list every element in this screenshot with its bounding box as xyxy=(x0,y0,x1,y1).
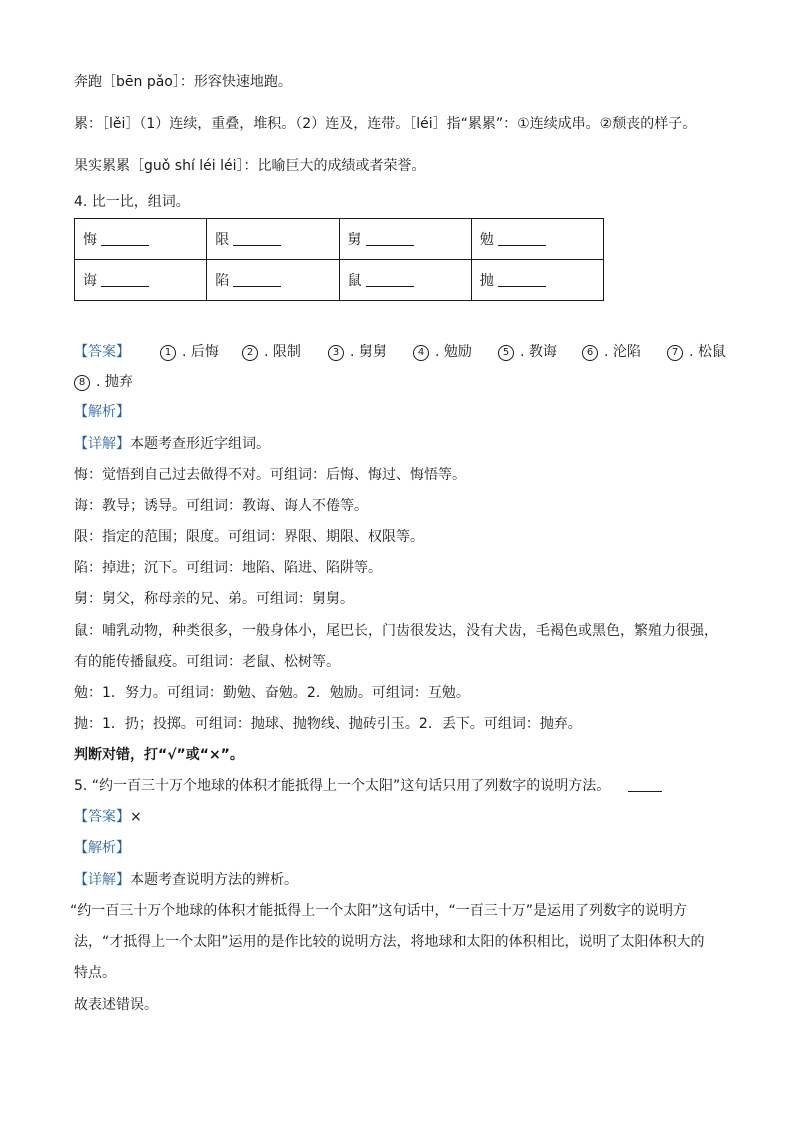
answer-text: . 抛弃 xyxy=(96,374,133,390)
table-cell xyxy=(471,219,603,260)
answer-blank xyxy=(498,272,546,287)
section-heading: 判断对错，打“√”或“×”。 xyxy=(74,747,244,763)
answer-item xyxy=(160,341,219,361)
cell-char: 陷 xyxy=(215,273,230,289)
table-row xyxy=(75,260,604,301)
detail-label: 【详解】 xyxy=(74,872,130,888)
table-cell xyxy=(75,219,207,260)
circled-number: 1 xyxy=(160,345,176,361)
circled-number: 8 xyxy=(74,375,90,391)
cell-char: 抛 xyxy=(479,273,494,289)
word-compare-table xyxy=(74,218,604,301)
analysis-line: 法，“才抵得上一个太阳”运用的是作比较的说明方法，将地球和太阳的体积相比，说明了太阳体积大的 xyxy=(74,934,705,950)
answer-text: . 舅舅 xyxy=(350,344,387,360)
table-cell xyxy=(339,219,471,260)
answer-label: 【答案】 xyxy=(74,344,130,360)
answer-blank xyxy=(498,231,546,246)
detail-label: 【详解】 xyxy=(74,436,130,452)
answer-item xyxy=(74,372,133,392)
analysis-line: 鼠：哺乳动物，种类很多，一般身体小，尾巴长，门齿很发达，没有犬齿，毛褐色或黑色，繁殖力很强， xyxy=(74,623,718,639)
cell-char: 鼠 xyxy=(347,273,362,289)
analysis-line: 陷：掉进；沉下。可组词：地陷、陷进、陷阱等。 xyxy=(74,560,382,576)
analysis-line: 勉：1．努力。可组词：勤勉、奋勉。2．勉励。可组词：互勉。 xyxy=(74,685,470,701)
analysis-line: 舅：舅父，称母亲的兄、弟。可组词：舅舅。 xyxy=(74,591,354,607)
table-row xyxy=(75,219,604,260)
answer-text: . 教诲 xyxy=(520,344,557,360)
cell-char: 限 xyxy=(215,232,230,248)
circled-number: 3 xyxy=(328,345,344,361)
answer-4-line xyxy=(74,341,724,361)
circled-number: 2 xyxy=(242,345,258,361)
answer-text: . 沦陷 xyxy=(604,344,641,360)
answer-blank xyxy=(366,272,414,287)
cell-char: 悔 xyxy=(83,232,97,248)
answer-item xyxy=(582,341,641,361)
answer-text: × xyxy=(130,809,142,825)
analysis-line: 抛：1．扔；投掷。可组词：抛球、抛物线、抛砖引玉。2．丢下。可组词：抛弃。 xyxy=(74,716,582,732)
analysis-label: 【解析】 xyxy=(74,404,130,420)
circled-number: 7 xyxy=(667,345,683,361)
answer-5-line xyxy=(74,807,142,827)
answer-item xyxy=(498,341,557,361)
answer-text: . 松鼠 xyxy=(689,344,726,360)
analysis-line: 故表述错误。 xyxy=(74,997,158,1013)
detail-line xyxy=(74,870,298,890)
detail-line xyxy=(74,434,270,454)
answer-item xyxy=(667,341,726,361)
cell-char: 勉 xyxy=(479,232,494,248)
circled-number: 5 xyxy=(498,345,514,361)
answer-blank xyxy=(233,272,281,287)
analysis-line: “约一百三十万个地球的体积才能抵得上一个太阳”这句话中，“一百三十万”是运用了列数字的说明方 xyxy=(70,903,688,919)
definition-line-lei: 累：［lěi］（1）连续，重叠，堆积。（2）连及，连带。［léi］指“累累”：①连续成串。②颓丧的样子。 xyxy=(74,116,697,132)
analysis-line: 限：指定的范围；限度。可组词：界限、期限、权限等。 xyxy=(74,529,424,545)
answer-text: . 勉励 xyxy=(435,344,472,360)
answer-item xyxy=(242,341,301,361)
answer-label: 【答案】 xyxy=(74,809,130,825)
analysis-line: 有的能传播鼠疫。可组词：老鼠、松树等。 xyxy=(74,654,340,670)
detail-text: 本题考查形近字组词。 xyxy=(130,436,270,452)
analysis-line: 特点。 xyxy=(74,965,116,981)
answer-blank xyxy=(233,231,281,246)
analysis-label: 【解析】 xyxy=(74,840,130,856)
answer-blank xyxy=(366,231,414,246)
circled-number: 4 xyxy=(413,345,429,361)
answer-blank xyxy=(101,272,149,287)
cell-char: 舅 xyxy=(347,232,362,248)
answer-blank xyxy=(101,231,149,246)
table-cell xyxy=(207,260,339,301)
answer-text: . 后悔 xyxy=(182,344,219,360)
detail-text: 本题考查说明方法的辨析。 xyxy=(130,872,298,888)
cell-char: 诲 xyxy=(83,273,97,289)
analysis-line: 诲：教导；诱导。可组词：教诲、诲人不倦等。 xyxy=(74,498,368,514)
answer-item xyxy=(413,341,472,361)
definition-line-benpao: 奔跑［bēn pǎo］：形容快速地跑。 xyxy=(74,74,292,90)
table-cell xyxy=(471,260,603,301)
table-cell xyxy=(207,219,339,260)
answer-text: . 限制 xyxy=(264,344,301,360)
answer-item xyxy=(328,341,387,361)
table-cell xyxy=(75,260,207,301)
answer-blank xyxy=(628,777,662,792)
question-5-text: 5. “约一百三十万个地球的体积才能抵得上一个太阳”这句话只用了列数字的说明方法。 xyxy=(74,778,611,794)
circled-number: 6 xyxy=(582,345,598,361)
question-5 xyxy=(74,776,662,796)
table-cell xyxy=(339,260,471,301)
analysis-line: 悔：觉悟到自己过去做得不对。可组词：后悔、悔过、悔悟等。 xyxy=(74,467,466,483)
question-4-title: 4. 比一比，组词。 xyxy=(74,194,190,210)
definition-line-guoshi: 果实累累［guǒ shí léi léi］：比喻巨大的成绩或者荣誉。 xyxy=(74,158,426,174)
